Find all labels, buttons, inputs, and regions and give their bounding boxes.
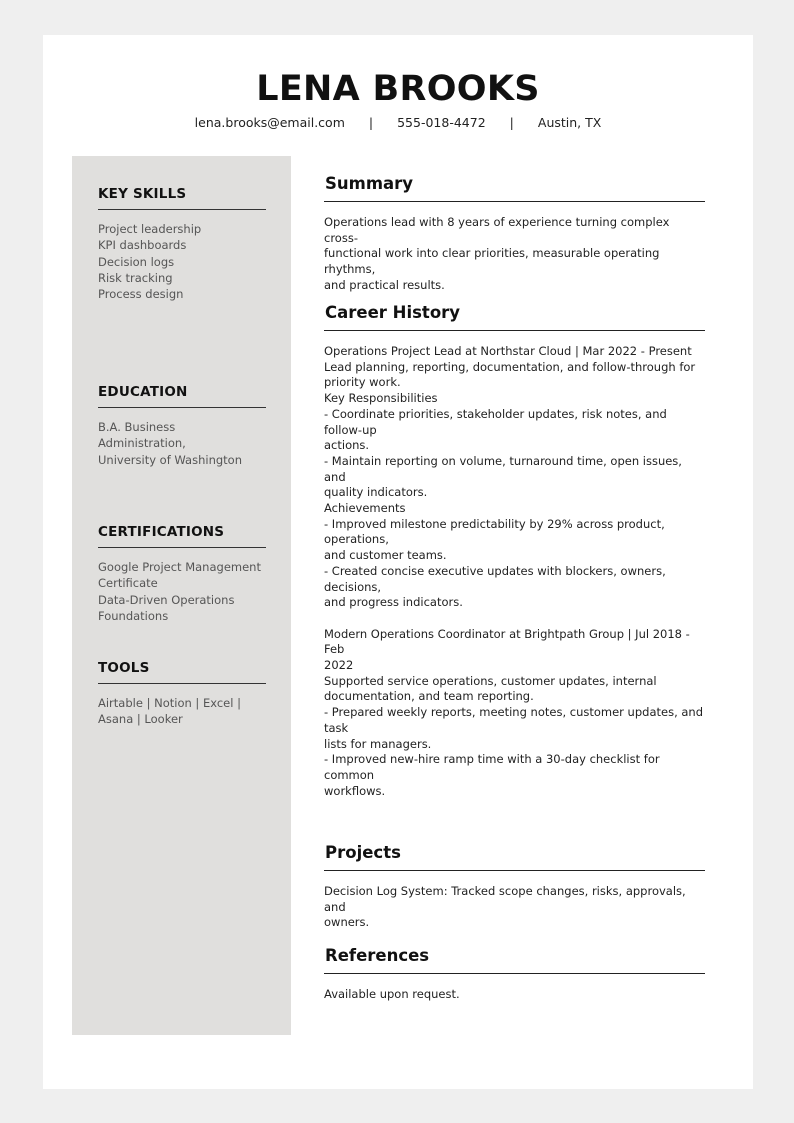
skill-item: Decision logs [98, 254, 175, 269]
references-section [324, 946, 705, 1003]
education-heading: EDUCATION [98, 384, 266, 408]
skill-item: Project leadership [98, 222, 202, 236]
contact-separator: | [509, 115, 514, 130]
skill-item: KPI dashboards [98, 238, 187, 253]
skill-item: Process design [98, 287, 184, 302]
job-line: Lead planning, reporting, documentation, and follow-through for [324, 359, 696, 374]
job-line: actions. [324, 438, 370, 453]
summary-line: Operations lead with 8 years of experience turning complex cross- [324, 215, 670, 245]
career-text [324, 344, 705, 799]
summary-heading: Summary [324, 174, 705, 202]
certification-line: Foundations [98, 608, 169, 623]
candidate-name: LENA BROOKS [256, 69, 540, 109]
contact-separator: | [368, 115, 374, 130]
education-line: B.A. Business Administration, [98, 420, 186, 451]
job-line: priority work. [324, 375, 401, 390]
job-line: and progress indicators. [324, 595, 463, 610]
job-line: - Created concise executive updates with blockers, owners, decisions, [324, 563, 666, 594]
job-line: Supported service operations, customer updates, internal [324, 673, 657, 688]
summary-line: and practical results. [324, 277, 445, 292]
certification-line: Google Project Management [98, 560, 261, 574]
skills-list [98, 221, 266, 302]
job-title-line: Modern Operations Coordinator at Brightpath Group | Jul 2018 - Feb [324, 626, 690, 657]
job-line: - Coordinate priorities, stakeholder updates, risk notes, and follow-up [324, 406, 667, 437]
tools-heading: TOOLS [98, 660, 266, 684]
references-text [324, 987, 705, 1003]
tools-line: Asana | Looker [98, 712, 183, 727]
job-line: - Maintain reporting on volume, turnaround time, open issues, and [324, 453, 682, 484]
references-line: Available upon request. [324, 987, 460, 1001]
projects-section [324, 843, 705, 931]
tools-section [98, 660, 266, 728]
job-subheading: Achievements [324, 501, 406, 516]
references-heading: References [324, 946, 705, 974]
resume-page [43, 35, 753, 1089]
sidebar [72, 156, 291, 1035]
skills-heading: KEY SKILLS [98, 186, 266, 210]
resume-header [43, 69, 753, 131]
summary-line: functional work into clear priorities, measurable operating rhythms, [324, 246, 660, 277]
phone[interactable]: 555-018-4472 [397, 115, 486, 130]
job-line: - Improved milestone predictability by 29% across product, operations, [324, 516, 665, 547]
job-subheading: Key Responsibilities [324, 391, 438, 406]
certification-line: Certificate [98, 576, 158, 591]
certifications-text [98, 559, 266, 624]
summary-section [324, 174, 705, 294]
education-section [98, 384, 266, 468]
projects-text [324, 884, 705, 931]
tools-text [98, 695, 266, 728]
job-line: - Prepared weekly reports, meeting notes, customer updates, and task [324, 705, 704, 735]
certification-line: Data-Driven Operations [98, 592, 235, 607]
job-line: 2022 [324, 658, 354, 673]
certifications-heading: CERTIFICATIONS [98, 524, 266, 548]
job-line: quality indicators. [324, 485, 428, 500]
job-line: workflows. [324, 783, 386, 798]
tools-line: Airtable | Notion | Excel | [98, 696, 241, 710]
job-line: and customer teams. [324, 548, 447, 563]
email[interactable]: lena.brooks@email.com [194, 115, 345, 130]
contact-line [43, 115, 753, 131]
location: Austin, TX [537, 115, 602, 130]
career-section [324, 303, 705, 799]
education-text [98, 419, 266, 468]
job-line: - Improved new-hire ramp time with a 30-day checklist for common [324, 752, 660, 782]
project-line: owners. [324, 915, 370, 930]
projects-heading: Projects [324, 843, 705, 871]
job-line: lists for managers. [324, 736, 432, 751]
certifications-section [98, 524, 266, 624]
skills-section [98, 186, 266, 302]
project-line: Decision Log System: Tracked scope changes, risks, approvals, and [324, 884, 686, 914]
spacer [324, 611, 705, 627]
education-line: University of Washington [98, 452, 242, 467]
summary-text [324, 215, 705, 294]
job-line: documentation, and team reporting. [324, 689, 534, 704]
career-heading: Career History [324, 303, 705, 331]
job-title-line: Operations Project Lead at Northstar Cloud | Mar 2022 - Present [324, 344, 692, 358]
skill-item: Risk tracking [98, 270, 173, 285]
